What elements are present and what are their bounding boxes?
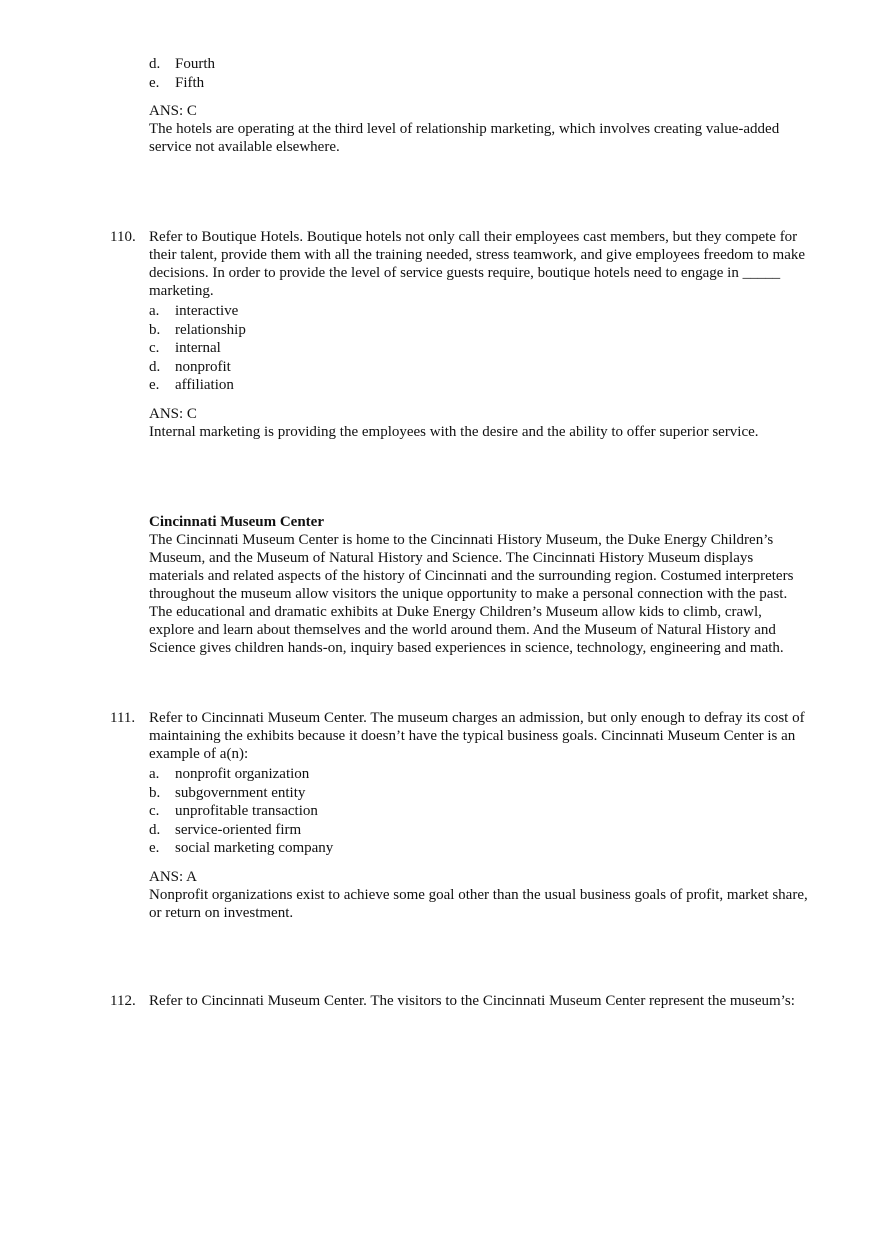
question-text: Refer to Boutique Hotels. Boutique hotels not only call their employees cast members, but they compete for their talent, provide them with all the training needed, stress teamwork, and give employees freedom to make decisions. In order to provide the level of service guests require, boutique hotels need to engage in _____ marketing. — [149, 229, 806, 299]
answer-key: ANS: C — [149, 405, 197, 422]
option-text: nonprofit — [175, 358, 231, 375]
case-title: Cincinnati Museum Center — [149, 514, 324, 530]
question-number: 110. — [110, 229, 136, 245]
option-letter: d. — [149, 56, 161, 72]
answer-key: ANS: C — [149, 103, 197, 119]
option-letter: d. — [149, 821, 161, 838]
option-letter: e. — [149, 377, 160, 393]
option-text: Fourth — [175, 56, 216, 72]
option — [149, 302, 810, 321]
option — [149, 765, 810, 784]
option — [149, 74, 809, 93]
option — [149, 784, 810, 803]
question-text: Refer to Cincinnati Museum Center. The museum charges an admission, but only enough to defray its cost of maintaining the exhibits because it doesn’t have the typical business goals. Cincinnati Museum Center is an example of a(n): — [149, 710, 805, 762]
question-number: 111. — [110, 710, 136, 726]
option-text: unprofitable transaction — [175, 803, 318, 819]
question-111 — [110, 709, 810, 922]
option-letter: b. — [149, 784, 161, 801]
option — [149, 839, 810, 858]
option-letter: a. — [149, 766, 160, 782]
option — [149, 55, 809, 74]
option-letter: d. — [149, 358, 161, 375]
option-text: interactive — [175, 303, 239, 319]
answer-explanation: The hotels are operating at the third level of relationship marketing, which involves creating value-added service not available elsewhere. — [149, 121, 780, 155]
option-letter: e. — [149, 840, 160, 856]
option — [149, 339, 810, 358]
question-110 — [110, 228, 810, 441]
option-letter: e. — [149, 74, 160, 91]
option-text: nonprofit organization — [175, 766, 310, 782]
option-letter: c. — [149, 803, 160, 819]
answer-explanation: Nonprofit organizations exist to achieve some goal other than the usual business goals of profit, market share, or return on investment. — [149, 886, 808, 921]
option-text: service-oriented firm — [175, 821, 302, 838]
answer-key: ANS: A — [149, 868, 197, 885]
case-body: The Cincinnati Museum Center is home to the Cincinnati History Museum, the Duke Energy Children’s Museum, and the Museum of Natural History and Science. The Cincinnati History Museum displays materials and related aspects of the history of Cincinnati and the surrounding region. Costumed interpreters throughout the museum allow visitors the unique opportunity to make a personal connection with the past. The educational and dramatic exhibits at Duke Energy Children’s Museum allow kids to climb, crawl, explore and learn about themselves and the world around them. And the Museum of Natural History and Science gives children hands-on, inquiry based experiences in science, technology, engineering and math. — [149, 532, 794, 656]
option-text: social marketing company — [175, 840, 334, 856]
option — [149, 376, 810, 395]
answer-options — [149, 765, 810, 858]
question-number: 112. — [110, 993, 136, 1009]
option-letter: b. — [149, 321, 161, 338]
option — [149, 358, 810, 377]
option-text: Fifth — [175, 74, 205, 91]
option — [149, 821, 810, 840]
option-text: internal — [175, 340, 221, 356]
option — [149, 802, 810, 821]
option-letter: c. — [149, 340, 160, 356]
answer-explanation: Internal marketing is providing the employees with the desire and the ability to offer superior service. — [149, 423, 759, 440]
option-text: relationship — [175, 321, 246, 338]
option-text: subgovernment entity — [175, 784, 306, 801]
case-study — [149, 513, 809, 657]
option-text: affiliation — [175, 377, 234, 393]
option — [149, 321, 810, 340]
option-letter: a. — [149, 303, 160, 319]
question-text: Refer to Cincinnati Museum Center. The visitors to the Cincinnati Museum Center represent the museum’s: — [149, 993, 795, 1009]
prev-question-tail — [149, 53, 809, 156]
answer-options — [149, 55, 809, 92]
answer-options — [149, 302, 810, 395]
question-112 — [110, 992, 810, 1010]
